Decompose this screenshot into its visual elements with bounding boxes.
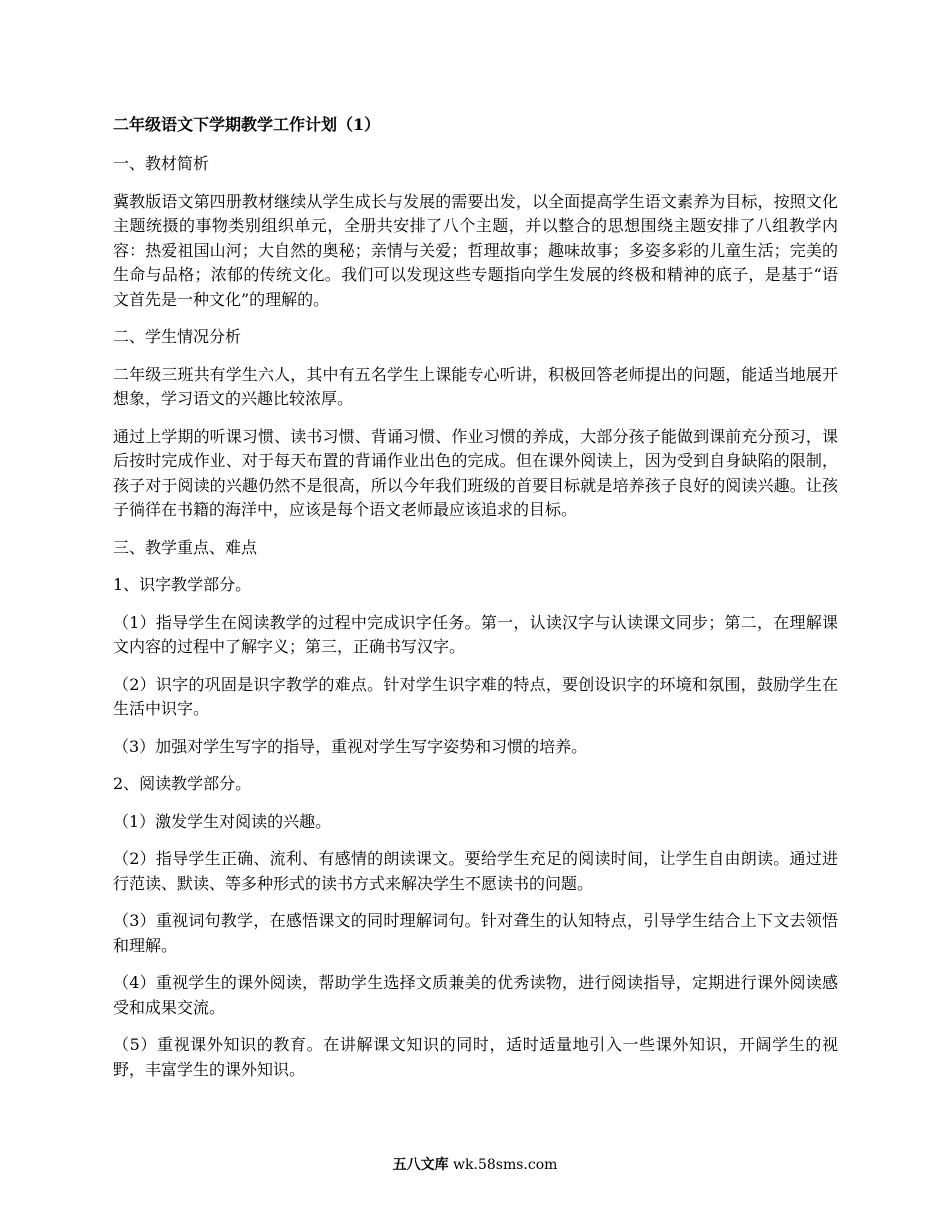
body-paragraph: 二年级三班共有学生六人，其中有五名学生上课能专心听讲，积极回答老师提出的问题，能适当地展开想象，学习语文的兴趣比较浓厚。 [113,364,838,408]
footer-brand: 五八文库 [392,1157,449,1173]
footer-url[interactable]: wk.58sms.com [453,1157,558,1173]
subsection-heading: 2、阅读教学部分。 [113,774,252,793]
section-heading: 二、学生情况分析 [113,327,242,346]
section-heading: 一、教材简析 [113,154,210,173]
list-item: （4）重视学生的课外阅读，帮助学生选择文质兼美的优秀读物，进行阅读指导，定期进行课外阅读感受和成果交流。 [113,973,838,1017]
list-item: （5）重视课外知识的教育。在讲解课文知识的同时，适时适量地引入一些课外知识，开阔学生的视野，丰富学生的课外知识。 [113,1035,838,1079]
page-footer [0,1155,950,1175]
subsection-heading: 1、识字教学部分。 [113,575,252,594]
list-item: （2）识字的巩固是识字教学的难点。针对学生识字难的特点，要创设识字的环境和氛围，鼓励学生在生活中识字。 [113,674,838,718]
list-item: （1）激发学生对阅读的兴趣。 [113,811,332,831]
document-title: 二年级语文下学期教学工作计划（1） [113,115,381,134]
list-item: （2）指导学生正确、流利、有感情的朗读课文。要给学生充足的阅读时间，让学生自由朗读。通过进行范读、默读、等多种形式的读书方式来解决学生不愿读书的问题。 [113,849,838,893]
body-paragraph: 冀教版语文第四册教材继续从学生成长与发展的需要出发，以全面提高学生语文素养为目标，按照文化主题统摄的事物类别组织单元，全册共安排了八个主题，并以整合的思想围绕主题安排了八组教学内容：热爱祖国山河；大自然的奥秘；亲情与关爱；哲理故事；趣味故事；多姿多彩的儿童生活；完美的生命与品格；浓郁的传统文化。我们可以发现这些专题指向学生发展的终极和精神的底子，是基于“语文首先是一种文化”的理解的。 [113,191,838,309]
list-item: （3）加强对学生写字的指导，重视对学生写字姿势和习惯的培养。 [113,736,588,756]
list-item: （3）重视词句教学，在感悟课文的同时理解词句。针对聋生的认知特点，引导学生结合上下文去领悟和理解。 [113,911,838,955]
section-heading: 三、教学重点、难点 [113,537,258,557]
body-paragraph: 通过上学期的听课习惯、读书习惯、背诵习惯、作业习惯的养成，大部分孩子能做到课前充分预习，课后按时完成作业、对于每天布置的背诵作业出色的完成。但在课外阅读上，因为受到自身缺陷的限制，孩子对于阅读的兴趣仍然不是很高，所以今年我们班级的首要目标就是培养孩子良好的阅读兴趣。让孩子徜徉在书籍的海洋中，应该是每个语文老师最应该追求的目标。 [113,426,838,519]
list-item: （1）指导学生在阅读教学的过程中完成识字任务。第一，认读汉字与认读课文同步；第二，在理解课文内容的过程中了解字义；第三，正确书写汉字。 [113,612,838,656]
document-page [113,112,838,1095]
